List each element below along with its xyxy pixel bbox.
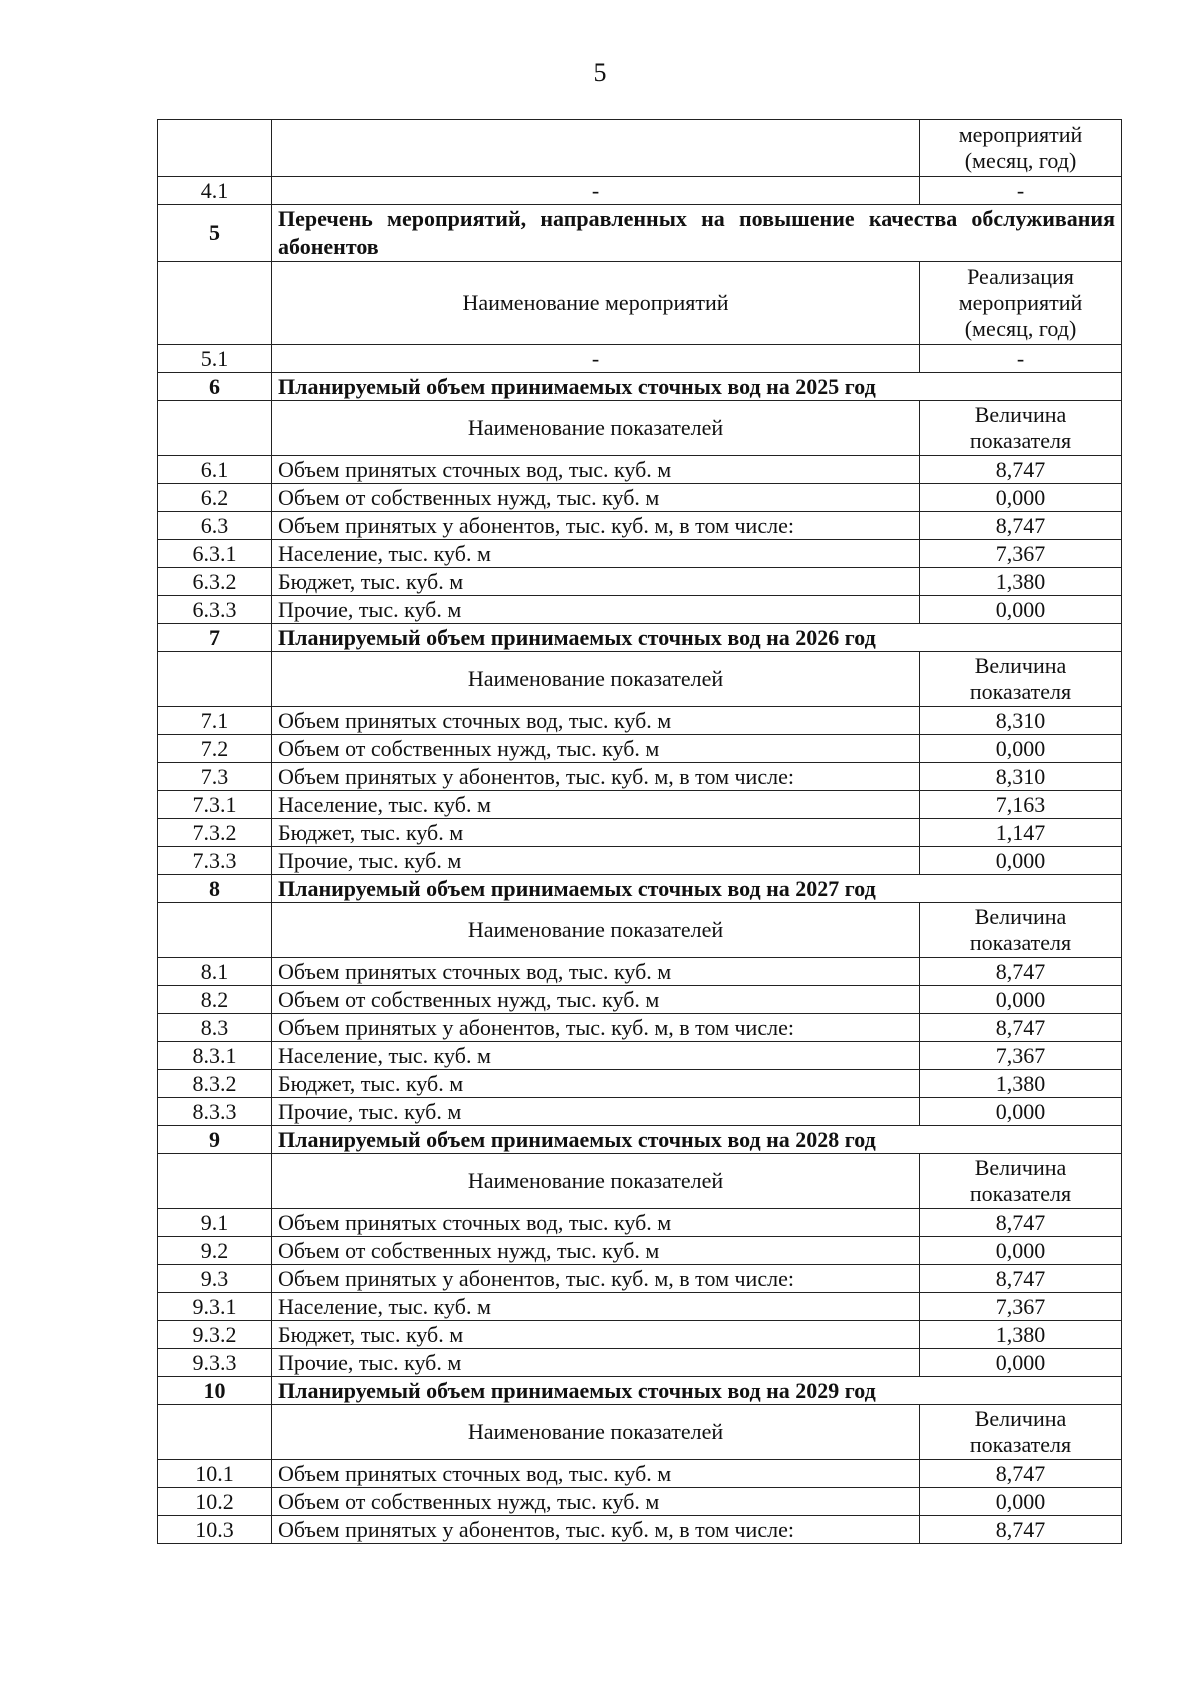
value-cell: 1,380: [920, 1070, 1122, 1098]
name-cell: Объем принятых у абонентов, тыс. куб. м, в том числе:: [272, 512, 920, 540]
section-number-cell: 7: [158, 624, 272, 652]
row-number-cell: [158, 903, 272, 958]
name-cell: Население, тыс. куб. м: [272, 791, 920, 819]
row-number-cell: 7.3: [158, 763, 272, 791]
name-cell: Объем принятых сточных вод, тыс. куб. м: [272, 958, 920, 986]
name-cell: Объем от собственных нужд, тыс. куб. м: [272, 986, 920, 1014]
row-number-cell: 8.3.1: [158, 1042, 272, 1070]
row-number-cell: 6.3.1: [158, 540, 272, 568]
row-number-cell: 6.3.2: [158, 568, 272, 596]
section-title-cell: Планируемый объем принимаемых сточных вод на 2027 год: [272, 875, 1122, 903]
section-title-cell: Планируемый объем принимаемых сточных вод на 2026 год: [272, 624, 1122, 652]
name-cell: Объем принятых сточных вод, тыс. куб. м: [272, 456, 920, 484]
name-cell: Объем принятых у абонентов, тыс. куб. м, в том числе:: [272, 1265, 920, 1293]
name-cell: Объем принятых сточных вод, тыс. куб. м: [272, 1460, 920, 1488]
row-number-cell: 5.1: [158, 345, 272, 373]
section-header-row: [158, 1154, 1122, 1209]
indicators-table: [157, 119, 1122, 1544]
table-row: [158, 791, 1122, 819]
row-number-cell: 6.3: [158, 512, 272, 540]
section-title-row: [158, 875, 1122, 903]
value-cell: 8,310: [920, 707, 1122, 735]
value-cell: -: [920, 177, 1122, 205]
name-cell: -: [272, 177, 920, 205]
section-title-row: [158, 624, 1122, 652]
section-header-row: [158, 1405, 1122, 1460]
name-cell: Прочие, тыс. куб. м: [272, 1349, 920, 1377]
value-cell: 0,000: [920, 484, 1122, 512]
row-number-cell: 8.3: [158, 1014, 272, 1042]
value-cell: 0,000: [920, 847, 1122, 875]
value-header-cell: Величина показателя: [920, 1405, 1122, 1460]
row-number-cell: [158, 1405, 272, 1460]
section-number-cell: 10: [158, 1377, 272, 1405]
row-number-cell: 9.1: [158, 1209, 272, 1237]
row-number-cell: 8.1: [158, 958, 272, 986]
name-header-cell: Наименование мероприятий: [272, 262, 920, 345]
section-title-cell: Планируемый объем принимаемых сточных вод на 2028 год: [272, 1126, 1122, 1154]
value-header-cell: мероприятий (месяц, год): [920, 120, 1122, 177]
table-row: [158, 1014, 1122, 1042]
value-cell: 0,000: [920, 1488, 1122, 1516]
section-header-row: [158, 903, 1122, 958]
name-cell: Объем принятых сточных вод, тыс. куб. м: [272, 707, 920, 735]
section-header-row: [158, 262, 1122, 345]
section-number-cell: 5: [158, 205, 272, 262]
row-number-cell: 8.2: [158, 986, 272, 1014]
table-row: [158, 568, 1122, 596]
row-number-cell: [158, 401, 272, 456]
value-cell: 7,367: [920, 1293, 1122, 1321]
value-cell: 0,000: [920, 735, 1122, 763]
value-cell: 8,747: [920, 1014, 1122, 1042]
row-number-cell: 7.3.1: [158, 791, 272, 819]
name-cell: Население, тыс. куб. м: [272, 540, 920, 568]
row-number-cell: [158, 262, 272, 345]
value-cell: 8,747: [920, 1265, 1122, 1293]
name-cell: -: [272, 345, 920, 373]
value-cell: 8,747: [920, 958, 1122, 986]
value-cell: 7,367: [920, 540, 1122, 568]
name-cell: Население, тыс. куб. м: [272, 1042, 920, 1070]
name-cell: Объем принятых у абонентов, тыс. куб. м, в том числе:: [272, 763, 920, 791]
table-row: [158, 456, 1122, 484]
name-cell: Бюджет, тыс. куб. м: [272, 1070, 920, 1098]
row-number-cell: 9.2: [158, 1237, 272, 1265]
name-cell: [272, 120, 920, 177]
row-number-cell: 10.3: [158, 1516, 272, 1544]
name-header-cell: Наименование показателей: [272, 903, 920, 958]
table-row: [158, 1209, 1122, 1237]
page-number: 5: [593, 58, 607, 87]
value-cell: 8,310: [920, 763, 1122, 791]
row-number-cell: 7.2: [158, 735, 272, 763]
row-number-cell: 4.1: [158, 177, 272, 205]
name-cell: Прочие, тыс. куб. м: [272, 596, 920, 624]
row-number-cell: [158, 652, 272, 707]
section-number-cell: 6: [158, 373, 272, 401]
section-header-row: [158, 401, 1122, 456]
row-number-cell: 7.3.3: [158, 847, 272, 875]
table-row: [158, 596, 1122, 624]
value-cell: 8,747: [920, 1516, 1122, 1544]
value-cell: 1,380: [920, 568, 1122, 596]
row-number-cell: 8.3.2: [158, 1070, 272, 1098]
section-title-row: [158, 205, 1122, 262]
table-row: [158, 120, 1122, 177]
table-row: [158, 540, 1122, 568]
value-cell: 0,000: [920, 596, 1122, 624]
table-row: [158, 345, 1122, 373]
table-row: [158, 819, 1122, 847]
table-row: [158, 1042, 1122, 1070]
row-number-cell: 10.2: [158, 1488, 272, 1516]
value-cell: 7,367: [920, 1042, 1122, 1070]
name-cell: Объем принятых у абонентов, тыс. куб. м, в том числе:: [272, 1516, 920, 1544]
section-title-cell: Перечень мероприятий, направленных на повышение качества обслуживания абонентов: [272, 205, 1122, 262]
name-cell: Бюджет, тыс. куб. м: [272, 1321, 920, 1349]
value-cell: 1,147: [920, 819, 1122, 847]
table-row: [158, 847, 1122, 875]
table-row: [158, 958, 1122, 986]
section-title-row: [158, 1377, 1122, 1405]
name-cell: Население, тыс. куб. м: [272, 1293, 920, 1321]
name-cell: Прочие, тыс. куб. м: [272, 1098, 920, 1126]
table-row: [158, 512, 1122, 540]
row-number-cell: 9.3.3: [158, 1349, 272, 1377]
name-header-cell: Наименование показателей: [272, 401, 920, 456]
name-header-cell: Наименование показателей: [272, 1405, 920, 1460]
section-title-cell: Планируемый объем принимаемых сточных вод на 2025 год: [272, 373, 1122, 401]
value-header-cell: Величина показателя: [920, 652, 1122, 707]
value-cell: 0,000: [920, 1349, 1122, 1377]
table-row: [158, 1460, 1122, 1488]
name-cell: Объем принятых у абонентов, тыс. куб. м, в том числе:: [272, 1014, 920, 1042]
row-number-cell: [158, 1154, 272, 1209]
value-cell: -: [920, 345, 1122, 373]
value-cell: 8,747: [920, 512, 1122, 540]
value-header-cell: Реализация мероприятий (месяц, год): [920, 262, 1122, 345]
name-cell: Объем от собственных нужд, тыс. куб. м: [272, 1237, 920, 1265]
row-number-cell: 6.3.3: [158, 596, 272, 624]
row-number-cell: 7.1: [158, 707, 272, 735]
table-row: [158, 1488, 1122, 1516]
value-cell: 0,000: [920, 1237, 1122, 1265]
name-cell: Бюджет, тыс. куб. м: [272, 568, 920, 596]
section-number-cell: 8: [158, 875, 272, 903]
section-header-row: [158, 652, 1122, 707]
row-number-cell: 8.3.3: [158, 1098, 272, 1126]
row-number-cell: [158, 120, 272, 177]
table-row: [158, 763, 1122, 791]
value-cell: 1,380: [920, 1321, 1122, 1349]
table-row: [158, 1070, 1122, 1098]
name-cell: Объем от собственных нужд, тыс. куб. м: [272, 1488, 920, 1516]
table-row: [158, 986, 1122, 1014]
value-cell: 7,163: [920, 791, 1122, 819]
section-title-row: [158, 1126, 1122, 1154]
row-number-cell: 6.1: [158, 456, 272, 484]
name-cell: Бюджет, тыс. куб. м: [272, 819, 920, 847]
value-header-cell: Величина показателя: [920, 401, 1122, 456]
row-number-cell: 6.2: [158, 484, 272, 512]
table-row: [158, 1516, 1122, 1544]
value-header-cell: Величина показателя: [920, 903, 1122, 958]
row-number-cell: 7.3.2: [158, 819, 272, 847]
value-cell: 0,000: [920, 1098, 1122, 1126]
row-number-cell: 9.3.2: [158, 1321, 272, 1349]
row-number-cell: 9.3.1: [158, 1293, 272, 1321]
name-cell: Прочие, тыс. куб. м: [272, 847, 920, 875]
table-row: [158, 735, 1122, 763]
row-number-cell: 10.1: [158, 1460, 272, 1488]
section-title-row: [158, 373, 1122, 401]
table-row: [158, 1237, 1122, 1265]
value-cell: 8,747: [920, 1209, 1122, 1237]
section-number-cell: 9: [158, 1126, 272, 1154]
table-row: [158, 707, 1122, 735]
table-row: [158, 484, 1122, 512]
table-row: [158, 1098, 1122, 1126]
table-row: [158, 1265, 1122, 1293]
value-cell: 8,747: [920, 456, 1122, 484]
name-cell: Объем от собственных нужд, тыс. куб. м: [272, 735, 920, 763]
section-title-cell: Планируемый объем принимаемых сточных вод на 2029 год: [272, 1377, 1122, 1405]
value-cell: 8,747: [920, 1460, 1122, 1488]
table-row: [158, 1321, 1122, 1349]
name-cell: Объем от собственных нужд, тыс. куб. м: [272, 484, 920, 512]
row-number-cell: 9.3: [158, 1265, 272, 1293]
value-header-cell: Величина показателя: [920, 1154, 1122, 1209]
table-row: [158, 1349, 1122, 1377]
value-cell: 0,000: [920, 986, 1122, 1014]
name-header-cell: Наименование показателей: [272, 1154, 920, 1209]
name-cell: Объем принятых сточных вод, тыс. куб. м: [272, 1209, 920, 1237]
table-row: [158, 177, 1122, 205]
name-header-cell: Наименование показателей: [272, 652, 920, 707]
table-row: [158, 1293, 1122, 1321]
